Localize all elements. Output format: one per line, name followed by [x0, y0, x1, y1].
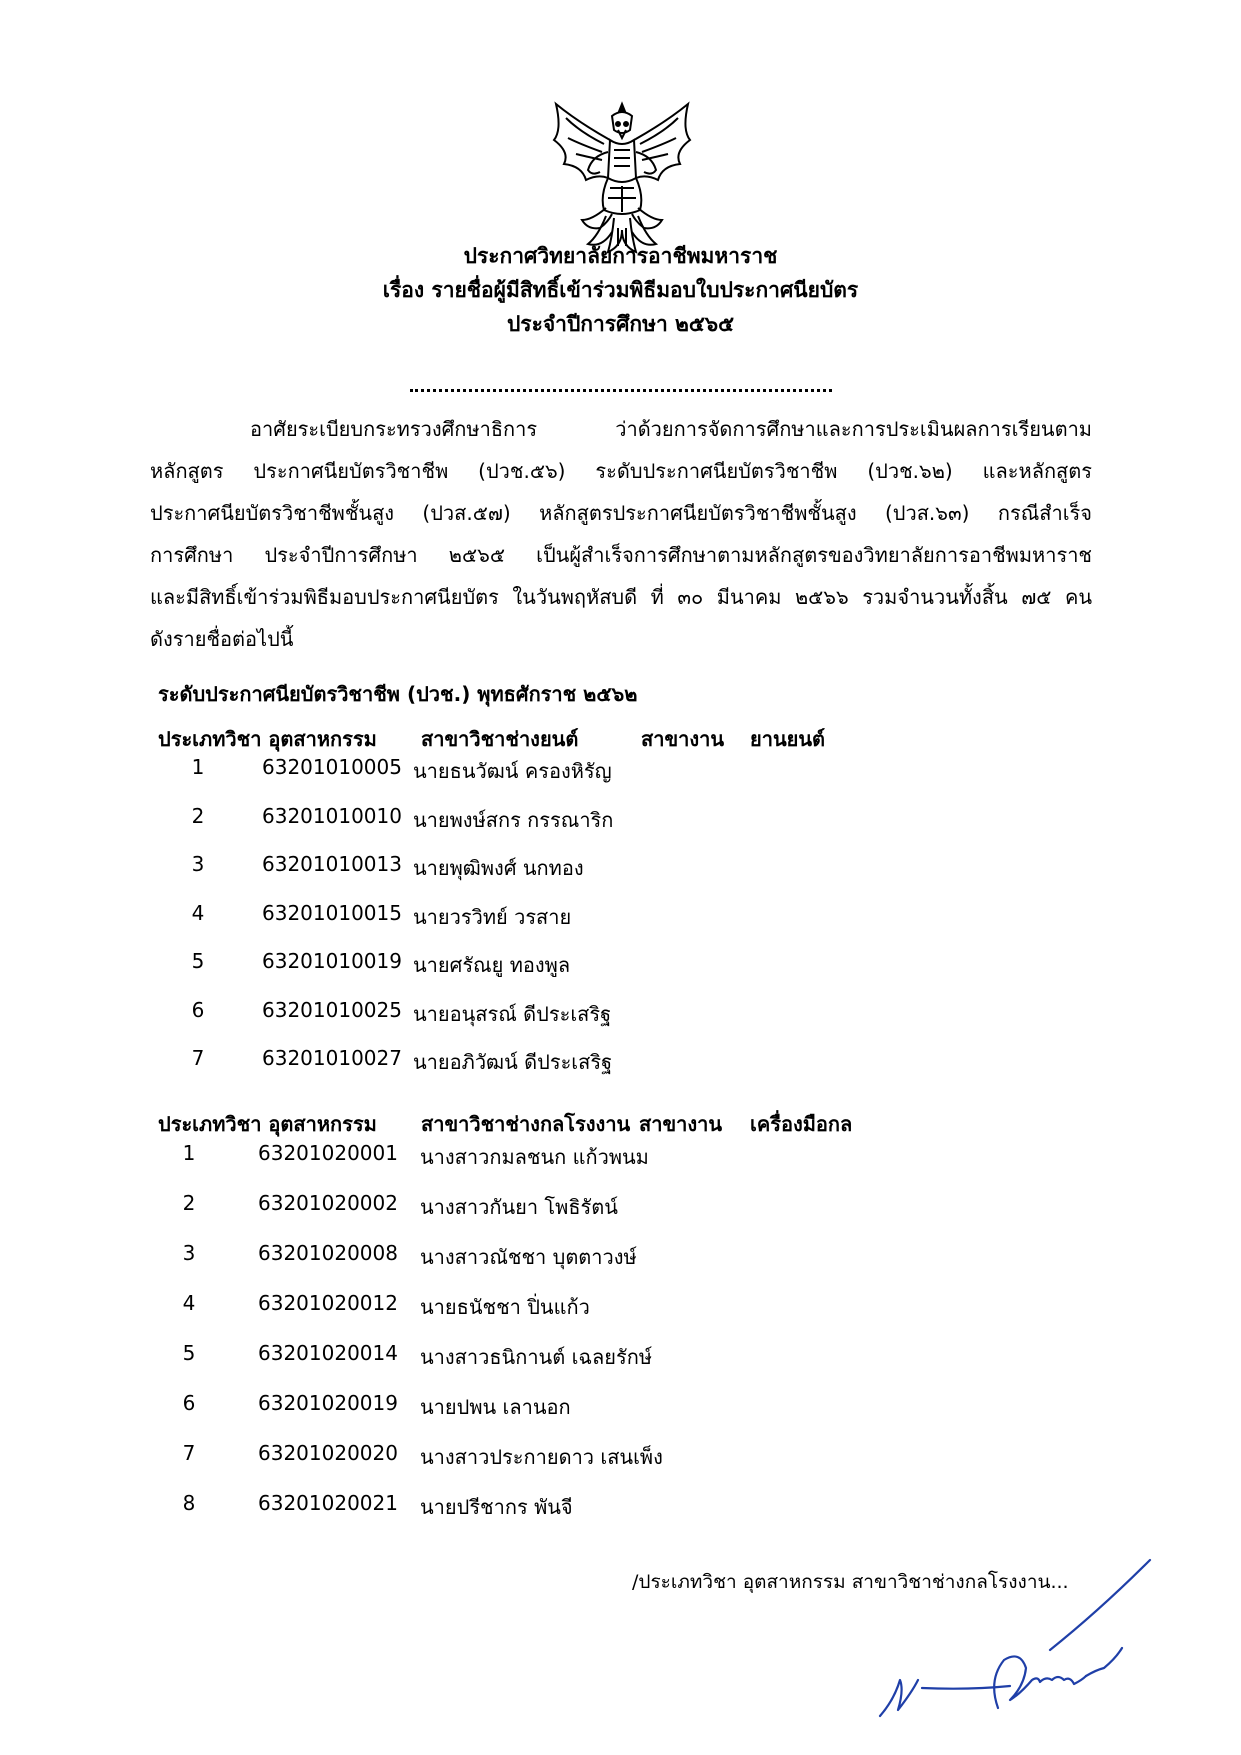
row-number: 5 — [182, 1341, 196, 1365]
student-id: 63201020020 — [258, 1441, 398, 1465]
row-number: 3 — [182, 1241, 196, 1265]
student-id: 63201020021 — [258, 1491, 398, 1515]
row-number: 6 — [182, 1391, 196, 1415]
student-name: นายธนัชชา ปิ่นแก้ว — [420, 1295, 590, 1319]
row-number: 3 — [191, 852, 205, 876]
student-id: 63201010005 — [262, 755, 402, 779]
announcement-subject: เรื่อง รายชื่อผู้มีสิทธิ์เข้าร่วมพิธีมอบใบประกาศนียบัตร — [382, 278, 859, 302]
student-name: นายปพน เลานอก — [420, 1395, 571, 1419]
student-name: นายวรวิทย์ วรสาย — [413, 904, 572, 929]
student-id: 63201020002 — [258, 1191, 398, 1215]
row-number: 1 — [182, 1141, 196, 1165]
student-id: 63201010025 — [262, 997, 402, 1022]
student-id: 63201010013 — [262, 852, 402, 876]
row-number: 4 — [191, 900, 205, 925]
row-number: 4 — [182, 1291, 196, 1315]
student-id: 63201020008 — [258, 1241, 398, 1265]
student-id: 63201020001 — [258, 1141, 398, 1165]
student-name: นางสาวประกายดาว เสนเพ็ง — [420, 1445, 663, 1469]
row-number: 1 — [191, 755, 205, 779]
academic-year: ประจำปีการศึกษา ๒๕๖๕ — [506, 312, 735, 336]
student-id: 63201010019 — [262, 949, 402, 973]
group-field-label: สาขางาน — [641, 727, 725, 751]
group-heading — [158, 1108, 852, 1140]
group-field: ยานยนต์ — [750, 727, 825, 751]
student-id: 63201010015 — [262, 900, 402, 925]
student-id: 63201020019 — [258, 1391, 398, 1415]
intro-line: ประกาศนียบัตรวิชาชีพชั้นสูง (ปวส.๕๗) หลักสูตรประกาศนียบัตรวิชาชีพชั้นสูง (ปวส.๖๓) กรณีสำเร็จ — [150, 501, 1092, 525]
student-name: นางสาวณัชชา บุตตาวงษ์ — [420, 1245, 637, 1269]
student-name: นายปรีชากร พันจี — [420, 1495, 573, 1519]
group-heading — [158, 723, 825, 755]
group-type: ประเภทวิชา อุตสาหกรรม — [158, 1112, 377, 1136]
student-id: 63201010027 — [262, 1046, 402, 1070]
student-id: 63201020012 — [258, 1291, 398, 1315]
announcement-title: ประกาศวิทยาลัยการอาชีพมหาราช — [463, 244, 778, 268]
row-number: 2 — [191, 803, 205, 828]
student-id: 63201010010 — [262, 803, 402, 828]
student-name: นายพุฒิพงศ์ นกทอง — [413, 856, 584, 880]
group-major: สาขาวิชาช่างยนต์ — [421, 727, 579, 751]
row-number: 7 — [182, 1441, 196, 1465]
student-name: นางสาวกันยา โพธิรัตน์ — [420, 1195, 618, 1219]
group-type: ประเภทวิชา อุตสาหกรรม — [158, 727, 377, 751]
intro-line: ดังรายชื่อต่อไปนี้ — [150, 627, 294, 651]
student-name: นางสาวธนิกานต์ เฉลยรักษ์ — [420, 1345, 653, 1369]
row-number: 2 — [182, 1191, 196, 1215]
student-name: นายธนวัฒน์ ครองหิรัญ — [413, 759, 612, 783]
group-major: สาขาวิชาช่างกลโรงงาน — [421, 1112, 631, 1136]
student-name: นายอนุสรณ์ ดีประเสริฐ — [413, 1001, 612, 1026]
student-id: 63201020014 — [258, 1341, 398, 1365]
garuda-emblem-icon — [548, 100, 696, 256]
signature-icon — [860, 1530, 1160, 1730]
student-name: นายศรัณยู ทองพูล — [413, 953, 571, 977]
group-field: เครื่องมือกล — [750, 1112, 853, 1136]
intro-line: หลักสูตร ประกาศนียบัตรวิชาชีพ (ปวช.๕๖) ระดับประกาศนียบัตรวิชาชีพ (ปวช.๖๒) และหลักสูตร — [150, 459, 1092, 483]
student-name: นายอภิวัฒน์ ดีประเสริฐ — [413, 1050, 613, 1074]
group-field-label: สาขางาน — [639, 1112, 723, 1136]
intro-paragraph — [150, 408, 1092, 660]
intro-line: และมีสิทธิ์เข้าร่วมพิธีมอบประกาศนียบัตร ในวันพฤหัสบดี ที่ ๓๐ มีนาคม ๒๕๖๖ รวมจำนวนทั้งสิ้น ๗๕ คน — [150, 585, 1092, 609]
row-number: 7 — [191, 1046, 205, 1070]
row-number: 6 — [191, 997, 205, 1022]
student-name: นางสาวกมลชนก แก้วพนม — [420, 1145, 649, 1169]
student-name: นายพงษ์สกร กรรณาริก — [413, 807, 614, 832]
section-title: ระดับประกาศนียบัตรวิชาชีพ (ปวช.) พุทธศักราช ๒๕๖๒ — [158, 682, 638, 706]
intro-line: อาศัยระเบียบกระทรวงศึกษาธิการ ว่าด้วยการจัดการศึกษาและการประเมินผลการเรียนตาม — [250, 417, 1092, 441]
intro-line: การศึกษา ประจำปีการศึกษา ๒๕๖๕ เป็นผู้สำเร็จการศึกษาตามหลักสูตรของวิทยาลัยการอาชีพมหาราช — [150, 543, 1092, 567]
row-number: 5 — [191, 949, 205, 973]
row-number: 8 — [182, 1491, 196, 1515]
continuation-note: /ประเภทวิชา อุตสาหกรรม สาขาวิชาช่างกลโรงงาน... — [632, 1571, 1069, 1593]
dotted-divider — [410, 383, 832, 392]
